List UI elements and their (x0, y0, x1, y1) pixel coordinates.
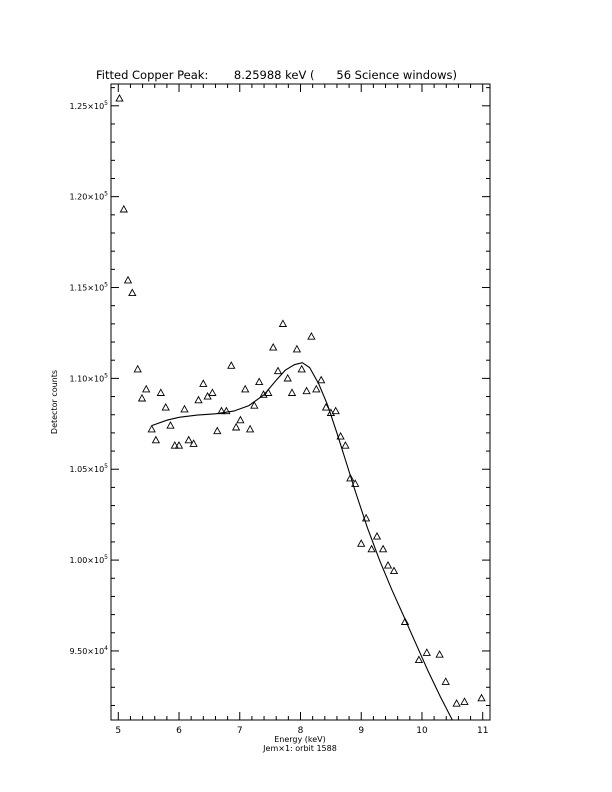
data-point (313, 386, 320, 392)
data-point (125, 277, 132, 283)
y-tick-label (69, 282, 108, 293)
x-tick-label: 9 (358, 726, 365, 736)
data-point (374, 533, 381, 539)
data-point (347, 475, 354, 481)
data-point (308, 333, 315, 339)
data-point (342, 442, 349, 448)
y-tick-exponent: 5 (104, 463, 108, 471)
y-tick-mantissa: 1.00×10 (69, 556, 105, 566)
data-point (200, 380, 207, 386)
data-point (247, 426, 254, 432)
data-point (358, 540, 365, 546)
data-point (139, 395, 146, 401)
y-tick-mantissa: 1.20×10 (69, 192, 105, 202)
data-point (167, 422, 174, 428)
data-point (256, 378, 263, 384)
y-tick-label (69, 645, 108, 656)
data-point (303, 388, 310, 394)
data-point (436, 651, 443, 657)
data-point (289, 389, 296, 395)
y-tick-label (69, 191, 108, 202)
data-point (214, 428, 221, 434)
y-tick-label (69, 463, 108, 474)
y-tick-mantissa: 1.25×10 (69, 101, 105, 111)
data-point (270, 344, 277, 350)
y-tick-exponent: 5 (104, 281, 108, 289)
data-point (280, 320, 287, 326)
footer-label: Jem×1: orbit 1588 (263, 744, 337, 753)
data-point (185, 437, 192, 443)
data-point (318, 377, 325, 383)
y-tick-exponent: 5 (104, 190, 108, 198)
x-tick-label: 10 (416, 726, 428, 736)
x-tick-label: 5 (115, 726, 122, 736)
y-tick-label (69, 372, 108, 383)
x-tick-label: 7 (236, 726, 243, 736)
data-point (423, 649, 430, 655)
data-point (209, 389, 216, 395)
data-point (380, 546, 387, 552)
data-point (284, 375, 291, 381)
y-tick-label (69, 554, 108, 565)
x-tick-label: 6 (176, 726, 182, 736)
data-point (402, 618, 409, 624)
y-tick-exponent: 5 (104, 99, 108, 107)
y-tick-label (69, 100, 108, 111)
data-point (162, 404, 169, 410)
data-point (134, 366, 141, 372)
data-point (385, 562, 392, 568)
y-tick-mantissa: 1.15×10 (69, 283, 105, 293)
x-tick-label: 8 (297, 726, 304, 736)
data-point (298, 366, 305, 372)
data-point (461, 698, 468, 704)
data-point (120, 206, 127, 212)
data-point (294, 346, 301, 352)
data-point (181, 406, 188, 412)
y-tick-exponent: 4 (104, 644, 108, 652)
y-tick-mantissa: 9.50×10 (69, 646, 105, 656)
data-point (228, 362, 235, 368)
data-point (153, 437, 160, 443)
data-point (148, 426, 155, 432)
y-axis-label: Detector counts (50, 369, 59, 435)
data-point (453, 700, 460, 706)
y-tick-mantissa: 1.05×10 (69, 465, 105, 475)
data-point (275, 368, 282, 374)
data-point (237, 417, 244, 423)
y-tick-exponent: 5 (104, 372, 108, 380)
data-point (195, 397, 202, 403)
data-point (332, 408, 339, 414)
fit-curve (152, 363, 453, 720)
x-axis-label: Energy (keV) (274, 735, 326, 744)
data-point (116, 95, 123, 101)
data-point (242, 386, 249, 392)
data-point (478, 695, 485, 701)
chart-title: Fitted Copper Peak: 8.25988 keV ( 56 Science windows) (96, 68, 458, 82)
data-point (416, 656, 423, 662)
data-point (233, 424, 240, 430)
data-point (223, 408, 230, 414)
data-point (143, 386, 150, 392)
x-tick-label: 11 (476, 726, 489, 736)
y-tick-exponent: 5 (104, 554, 108, 562)
data-point (129, 289, 136, 295)
data-point (157, 389, 164, 395)
y-tick-mantissa: 1.10×10 (69, 374, 105, 384)
plot-frame (111, 84, 490, 720)
data-point (442, 678, 449, 684)
